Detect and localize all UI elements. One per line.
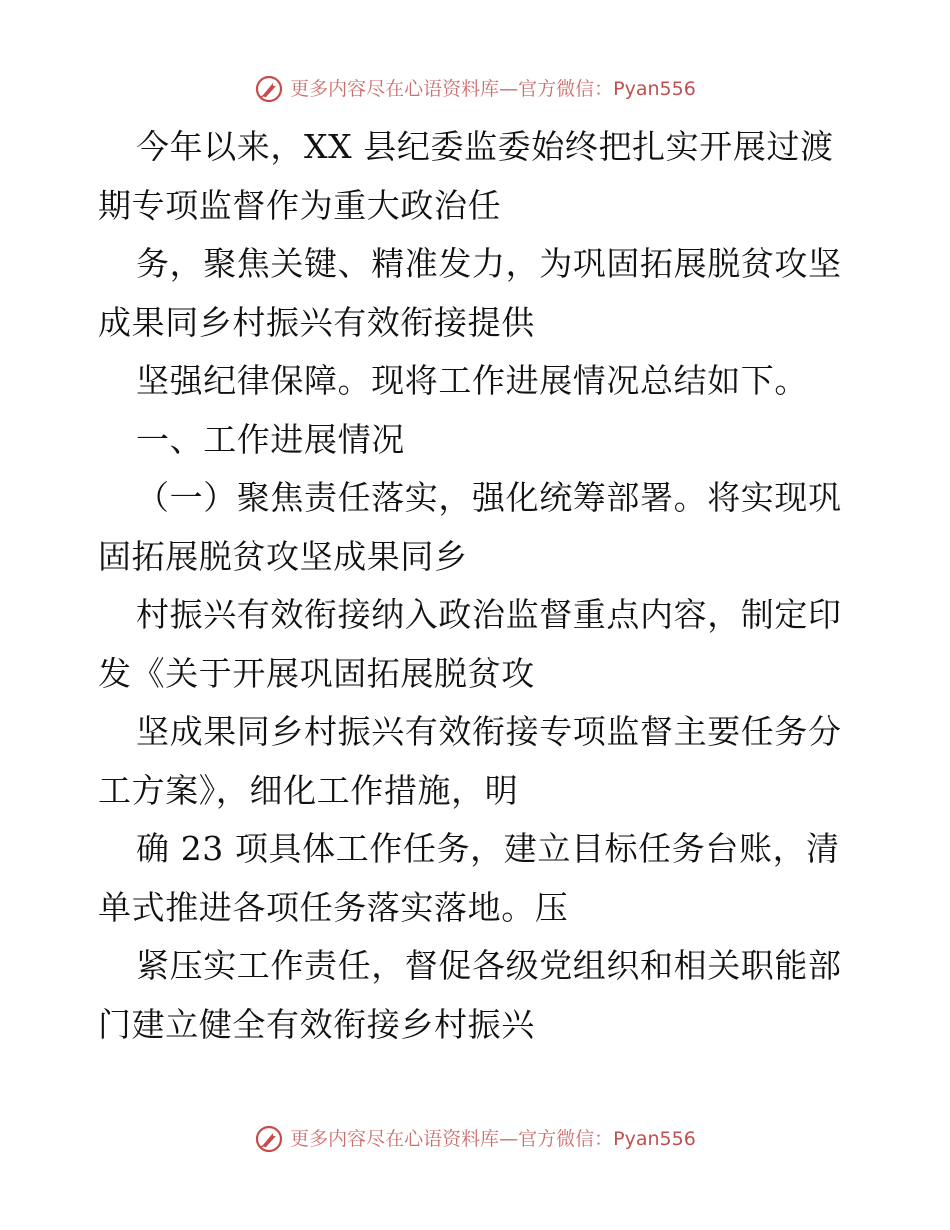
body-line: 务，聚焦关键、精准发力，为巩固拓展脱贫攻坚 [136, 244, 842, 283]
document-body [98, 118, 858, 1054]
body-line: 期专项监督作为重大政治任 [98, 185, 502, 225]
body-line: （一）聚焦责任落实，强化统筹部署。将实现巩 [136, 478, 842, 517]
body-line: 工方案》，细化工作措施，明 [98, 770, 519, 810]
header-watermark [0, 74, 950, 104]
pen-nib-seal-icon [254, 1124, 284, 1154]
body-line: 坚强纪律保障。现将工作进展情况总结如下。 [136, 361, 808, 400]
footer-watermark-brand: Pyan556 [613, 1128, 696, 1150]
body-line: 固拓展脱贫攻坚成果同乡 [98, 536, 468, 576]
footer-watermark-text: 更多内容尽在心语资料库—官方微信： [290, 1128, 614, 1150]
body-line: 门建立健全有效衔接乡村振兴 [98, 1004, 535, 1044]
header-watermark-text: 更多内容尽在心语资料库—官方微信： [290, 78, 614, 100]
body-line: 发《关于开展巩固拓展脱贫攻 [98, 653, 535, 693]
body-line: 坚成果同乡村振兴有效衔接专项监督主要任务分 [136, 712, 842, 751]
body-line: 成果同乡村振兴有效衔接提供 [98, 302, 535, 342]
pen-nib-seal-icon [254, 74, 284, 104]
body-line: 紧压实工作责任，督促各级党组织和相关职能部 [136, 946, 842, 985]
body-line: 今年以来，XX 县纪委监委始终把扎实开展过渡 [136, 127, 834, 166]
section-heading: 一、工作进展情况 [136, 419, 405, 459]
header-watermark-brand: Pyan556 [613, 78, 696, 100]
footer-watermark [0, 1124, 950, 1154]
body-line: 确 23 项具体工作任务，建立目标任务台账，清 [136, 829, 840, 868]
body-line: 单式推进各项任务落实落地。压 [98, 887, 569, 927]
body-line: 村振兴有效衔接纳入政治监督重点内容，制定印 [136, 595, 842, 634]
